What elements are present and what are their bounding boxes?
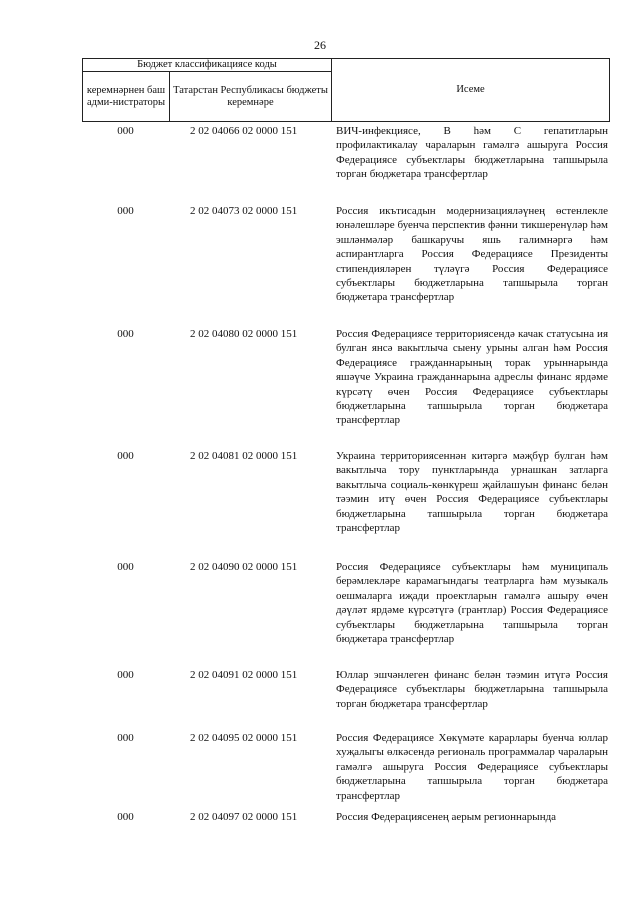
row-name: Россия Федерациясенең аерым регионнарында [336,811,557,823]
row-name: ВИЧ-инфекциясе, B һәм C гепатитларын профилактикалау чараларын гамәлгә ашыруга Россия Федерациясе субъектлары бюджетларына тапшырыла торган бюджетара трансфертлар [336,125,608,181]
row-name: Россия Федерациясе территориясендә качак статусына ия булган янсә вакытлыча сыену урыны алган һәм Россия Федерациясе гражданнарының торак урыннарында яшәүче Украина гражданнарына адреслы финанс ярдәме күрсәтү өчен Россия Федерациясе субъектлары бюджетларына тапшырыла торган бюджетара трансфертлар [336,328,608,427]
table-header [82,58,610,122]
row-budget-code: 2 02 04090 02 0000 151 [190,561,298,573]
header-classification-group: Бюджет классификациясе коды [83,59,331,72]
header-name-column: Исеме [456,84,485,95]
row-name: Украина территориясеннән китәргә мәҗбүр булган һәм вакытлыча тору пунктларында урнашкан затларга вакытлыча социаль-көнкүреш җайлашуын финанс белән тәэмин итү өчен Россия Федерациясе субъектлары бюджетларына тапшырыла торган бюджетара трансфертлар [336,450,608,535]
row-budget-code: 2 02 04095 02 0000 151 [190,732,298,744]
header-admin-column: керемнәрнен баш адми-нистраторы [83,72,170,121]
page-number: 26 [314,38,326,52]
row-admin-code: 000 [117,669,134,681]
row-admin-code: 000 [117,125,134,137]
row-budget-code: 2 02 04080 02 0000 151 [190,328,298,340]
row-name: Россия икътисадын модернизацияләүнең өстенлекле юнәлешләре буенча перспектив фәнни тикшеренүләр һәм эшләнмәләр башкаручы яшь галимнәргә һәм аспирантларга Россия Федерациясе Президенты стипендияләрен түләүгә Россия Федерациясе субъектлары бюджетларына тапшырыла торган бюджетара трансфертлар [336,205,608,304]
row-admin-code: 000 [117,732,134,744]
row-budget-code: 2 02 04066 02 0000 151 [190,125,298,137]
row-admin-code: 000 [117,561,134,573]
row-name: Юллар эшчәнлеген финанс белән тәэмин итүгә Россия Федерациясе субъектлары бюджетларына тапшырыла торган бюджетара трансфертлар [336,669,608,710]
row-admin-code: 000 [117,328,134,340]
row-name: Россия Федерациясе Хөкүмәте карарлары буенча юллар хуҗалыгы өлкәсендә региональ программалар чараларын гамәлгә ашыруга Россия Федерациясе субъектлары бюджетларына тапшырыла торган бюджетара трансфертлар [336,732,608,802]
header-tatarstan-column: Татарстан Республикасы бюджеты керемнәре [173,84,328,108]
row-name: Россия Федерациясе субъектлары һәм муниципаль берәмлекләре карамагындагы театрларга һәм музыкаль оешмаларга иҗади проектларын гамәлгә ашыру өчен дәүләт ярдәме күрсәтүгә (грантлар) Россия Федерациясе субъектлары бюджетларына тапшырыла торган бюджетара трансфертлар [336,561,608,646]
row-admin-code: 000 [117,811,134,823]
row-budget-code: 2 02 04091 02 0000 151 [190,669,298,681]
row-budget-code: 2 02 04097 02 0000 151 [190,811,298,823]
row-budget-code: 2 02 04073 02 0000 151 [190,205,298,217]
row-admin-code: 000 [117,450,134,462]
row-admin-code: 000 [117,205,134,217]
row-budget-code: 2 02 04081 02 0000 151 [190,450,298,462]
